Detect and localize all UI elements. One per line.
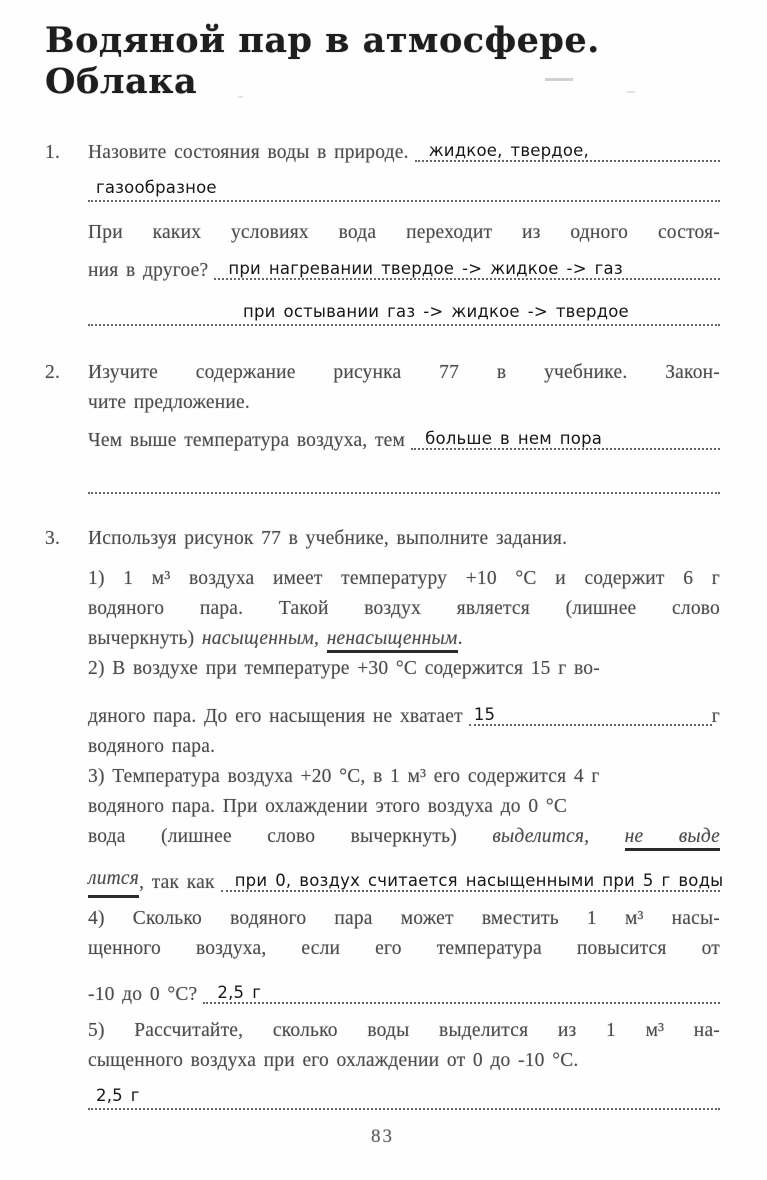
handwritten-answer: 15 bbox=[473, 704, 496, 724]
dotted-answer-line bbox=[88, 294, 720, 326]
printed-text: -10 до 0 °С? bbox=[88, 984, 198, 1005]
dotted-answer-line bbox=[88, 170, 720, 202]
dotted-answer-line bbox=[469, 704, 712, 726]
task-3-reason-line bbox=[88, 864, 724, 898]
question-2-number: 2. bbox=[45, 362, 61, 383]
handwritten-answer: 2,5 г bbox=[217, 982, 262, 1002]
printed-text: , так как bbox=[139, 872, 215, 893]
printed-line: 4) Сколько водяного пара может вместить 1 м³ насы- bbox=[88, 908, 720, 929]
scan-artifact bbox=[627, 91, 635, 93]
task-2 bbox=[88, 654, 720, 762]
printed-text: ния в другое? bbox=[88, 260, 209, 281]
dotted-answer-line bbox=[214, 258, 720, 280]
page-title-line1: Водяной пар в атмосфере. bbox=[45, 20, 600, 61]
printed-text: г bbox=[711, 706, 720, 727]
task-1 bbox=[88, 564, 720, 654]
page-title bbox=[45, 20, 720, 102]
question-3-body bbox=[88, 524, 724, 1110]
task-5 bbox=[88, 1016, 720, 1110]
question-1-followup-line bbox=[88, 256, 720, 286]
scan-artifact bbox=[238, 96, 243, 98]
question-1-number: 1. bbox=[45, 142, 61, 163]
question-1-prompt-line bbox=[88, 138, 720, 168]
handwritten-answer: жидкое, твердое, bbox=[428, 140, 589, 160]
choice-word-underlined: лится bbox=[88, 864, 139, 898]
choice-word: насыщенным, bbox=[201, 628, 320, 649]
task-3 bbox=[88, 762, 724, 898]
dotted-answer-line bbox=[411, 428, 720, 450]
dotted-answer-line bbox=[88, 1078, 720, 1110]
handwritten-answer: при остывании газ -> жидкое -> твердое bbox=[243, 301, 629, 321]
choice-word: выделится, bbox=[492, 826, 590, 847]
question-3 bbox=[45, 524, 724, 1110]
dotted-answer-line bbox=[221, 870, 724, 892]
printed-line: 1) 1 м³ воздуха имеет температуру +10 °С и содержит 6 г bbox=[88, 568, 720, 589]
printed-line: Изучите содержание рисунка 77 в учебнике. Закон- bbox=[88, 362, 720, 383]
scan-artifact bbox=[545, 78, 573, 81]
handwritten-answer: при 0, воздух считается насыщенными при 5 г воды bbox=[234, 870, 724, 890]
printed-text: вычеркнуть) bbox=[88, 628, 195, 649]
question-1-body bbox=[88, 138, 720, 326]
printed-text: Чем выше температура воздуха, тем bbox=[88, 430, 406, 451]
question-2-sentence-line bbox=[88, 426, 720, 456]
printed-text: дяного пара. До его насыщения не хватает bbox=[88, 706, 463, 727]
printed-line: водяного пара. Такой воздух является (лишнее слово bbox=[88, 598, 720, 619]
page-number: 83 bbox=[371, 1126, 394, 1147]
task-3-choice-line bbox=[88, 822, 720, 852]
printed-line: 2) В воздухе при температуре +30 °С содержится 15 г во- bbox=[88, 658, 600, 679]
printed-line: сыщенного воздуха при его охлаждении от 0 до -10 °С. bbox=[88, 1050, 579, 1071]
printed-line: щенного воздуха, если его температура повысится от bbox=[88, 938, 720, 959]
dotted-answer-line bbox=[415, 140, 720, 162]
printed-text: . bbox=[457, 628, 463, 649]
question-1 bbox=[45, 138, 720, 326]
handwritten-answer: больше в нем пора bbox=[425, 428, 603, 448]
task-1-choice-line bbox=[88, 624, 720, 654]
printed-line: водяного пара. bbox=[88, 736, 216, 757]
question-2 bbox=[45, 358, 720, 494]
handwritten-answer: при нагревании твердое -> жидкое -> газ bbox=[228, 258, 623, 278]
task-4 bbox=[88, 904, 720, 1010]
printed-line: 5) Рассчитайте, сколько воды выделится из 1 м³ на- bbox=[88, 1020, 720, 1041]
printed-line: водяного пара. При охлаждении этого воздуха до 0 °С bbox=[88, 796, 568, 817]
handwritten-answer: газообразное bbox=[96, 177, 217, 197]
dotted-answer-line bbox=[88, 480, 720, 494]
question-2-body bbox=[88, 358, 720, 494]
task-2-answer-line bbox=[88, 702, 720, 732]
task-4-answer-line bbox=[88, 980, 720, 1010]
page-title-line2: Облака bbox=[45, 61, 198, 102]
handwritten-answer: 2,5 г bbox=[96, 1085, 140, 1105]
printed-text: Назовите состояния воды в природе. bbox=[88, 142, 409, 163]
printed-line: При каких условиях вода переходит из одного состоя- bbox=[88, 222, 720, 243]
choice-word-underlined: не выде bbox=[625, 826, 720, 851]
printed-text: вода (лишнее слово вычеркнуть) bbox=[88, 826, 457, 847]
printed-line: 3) Температура воздуха +20 °С, в 1 м³ его содержится 4 г bbox=[88, 766, 600, 787]
question-3-number: 3. bbox=[45, 528, 61, 549]
printed-line: Используя рисунок 77 в учебнике, выполните задания. bbox=[88, 528, 568, 549]
printed-line: чите предложение. bbox=[88, 392, 250, 413]
dotted-answer-line bbox=[203, 982, 720, 1004]
choice-word-underlined: ненасыщенным bbox=[327, 628, 458, 653]
